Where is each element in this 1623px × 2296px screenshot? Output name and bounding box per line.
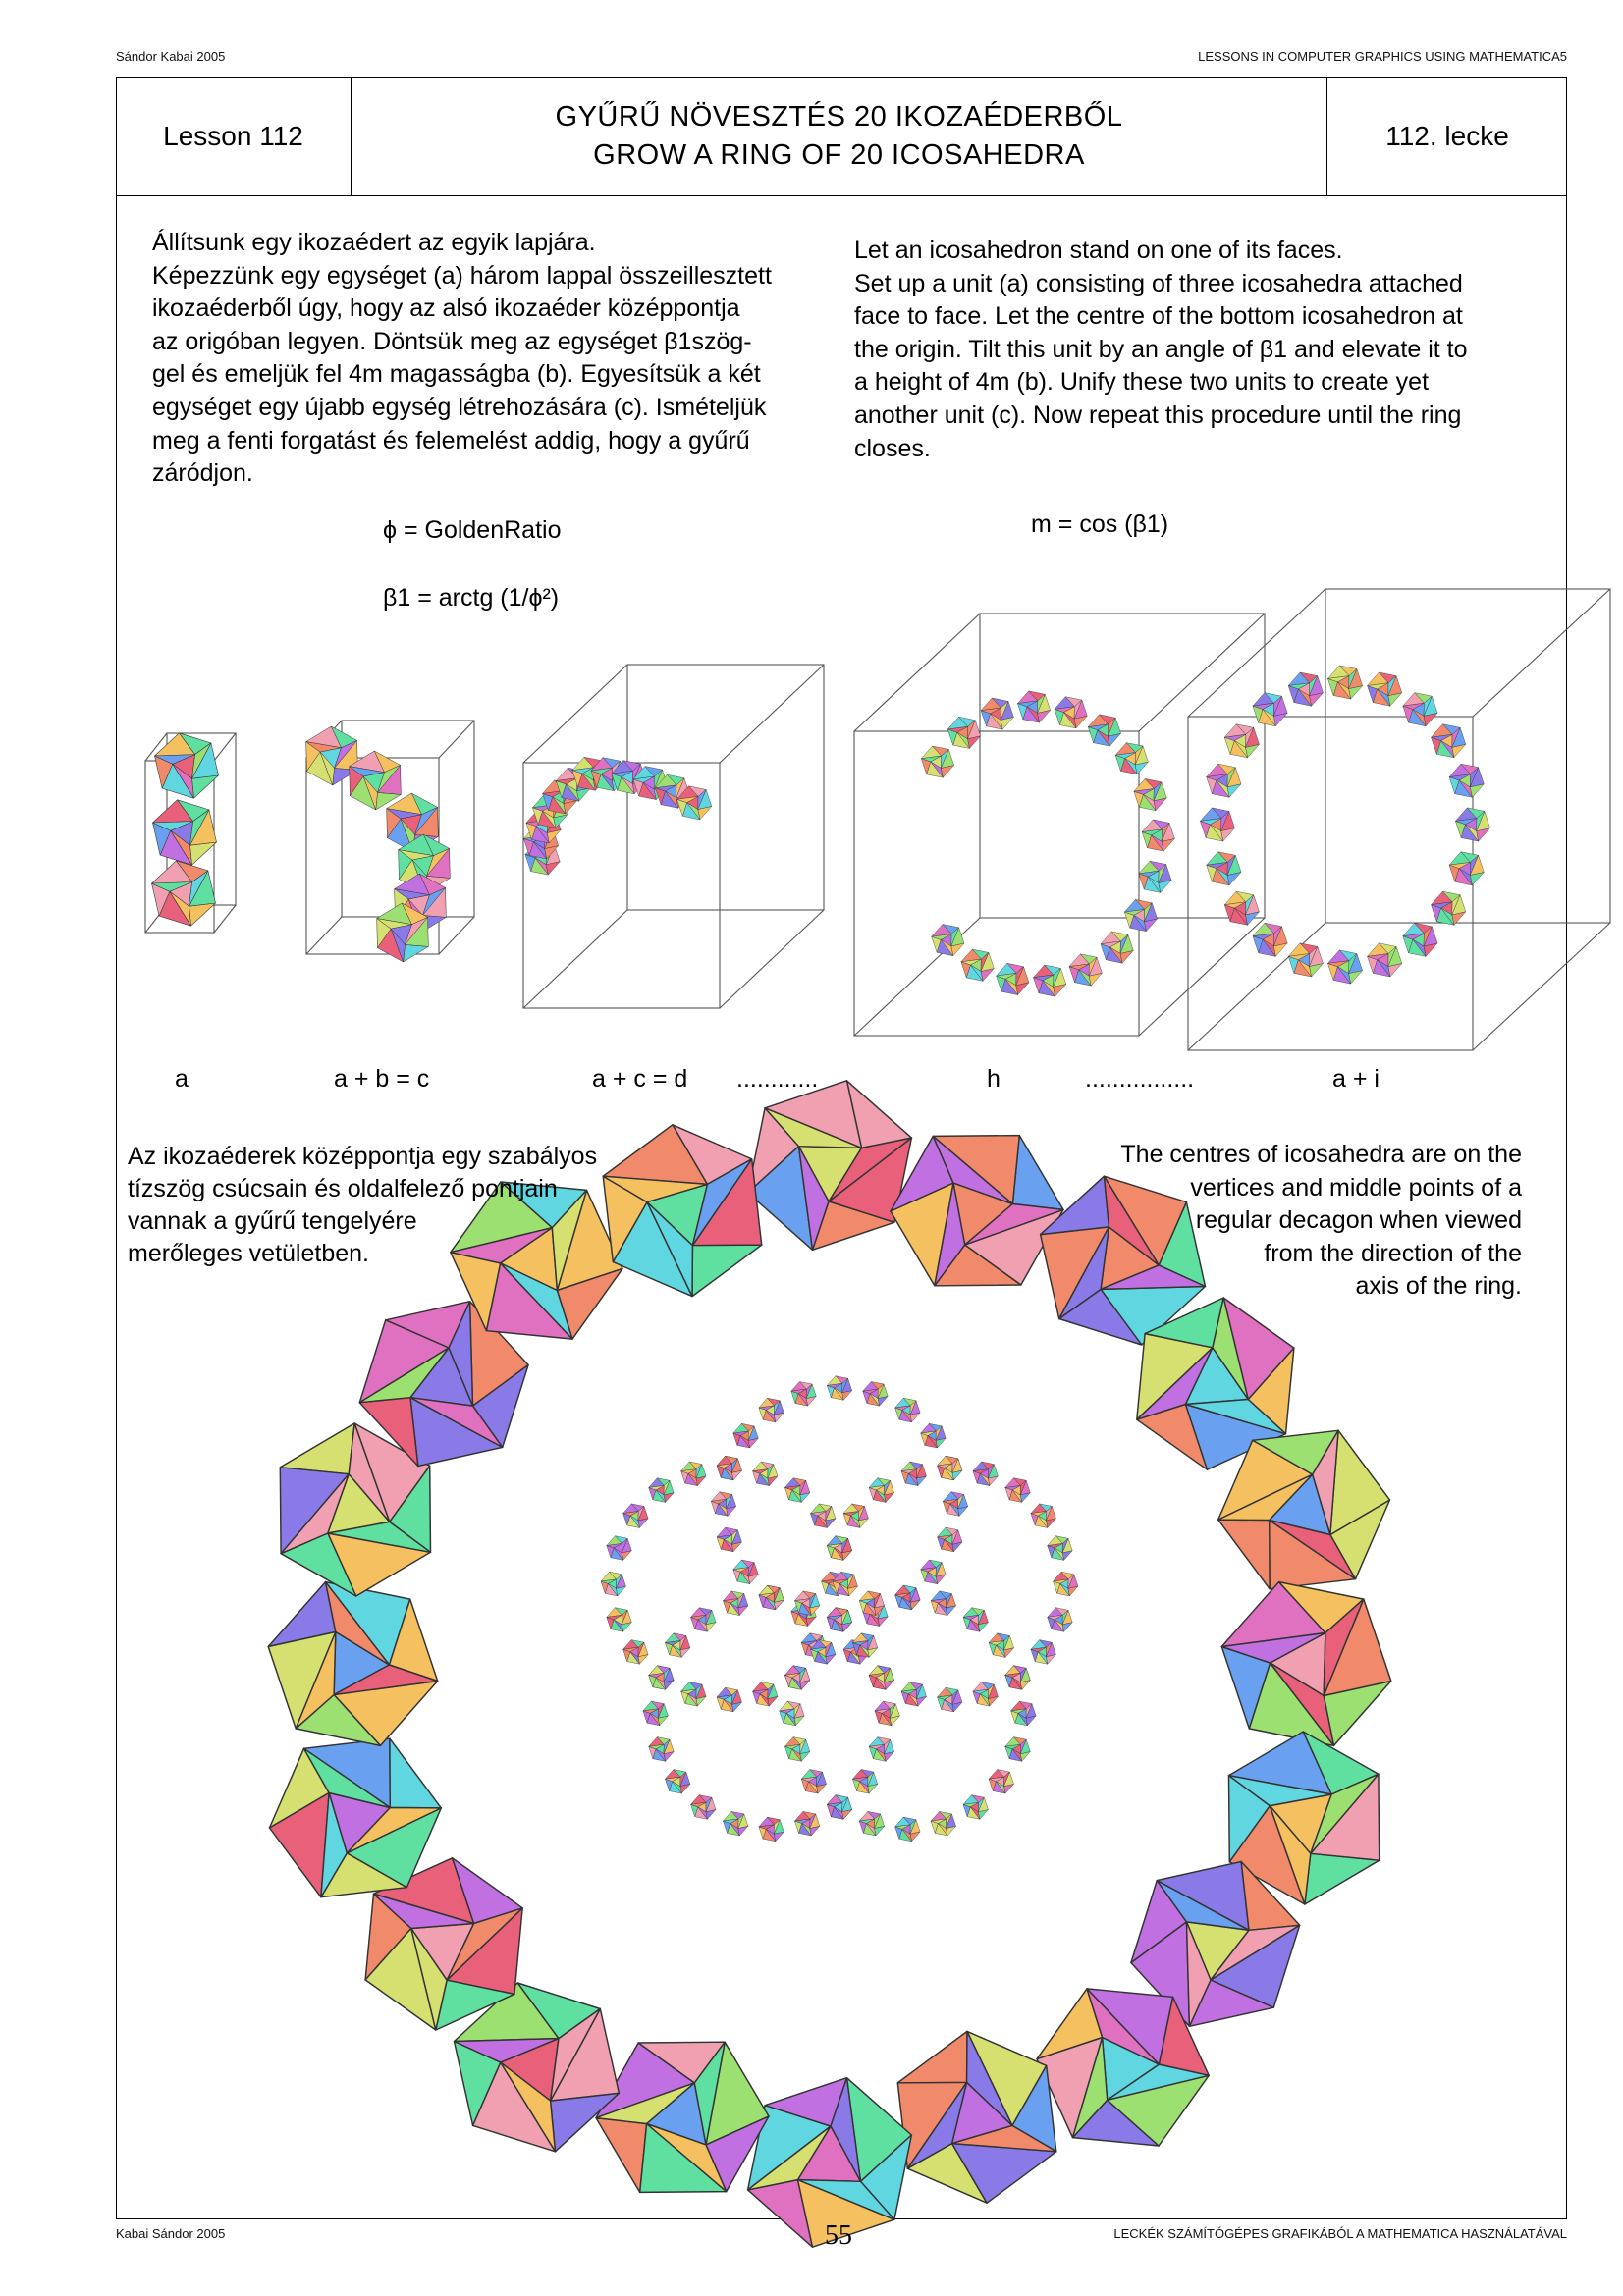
icosahedron-icon xyxy=(921,1560,947,1584)
icosahedron-icon xyxy=(649,1737,675,1762)
title-english: GROW A RING OF 20 ICOSAHEDRA xyxy=(593,139,1085,171)
icosahedron-icon xyxy=(827,1376,851,1401)
icosahedron-icon xyxy=(943,1492,967,1517)
icosahedron-icon xyxy=(784,1666,810,1690)
icosahedron-icon xyxy=(733,1423,759,1448)
label-dots-2: ................ xyxy=(1085,1065,1195,1093)
icosahedron-icon xyxy=(901,1462,927,1486)
icosahedron-icon xyxy=(973,1682,999,1706)
icosahedron-icon xyxy=(1031,1640,1056,1665)
icosahedron-icon xyxy=(733,1560,759,1584)
icosahedron-icon xyxy=(859,1811,884,1836)
icosahedron-icon xyxy=(623,1504,649,1528)
icosahedron-icon xyxy=(843,1504,869,1528)
text-line: Képezzünk egy egységet (a) három lappal összeillesztett xyxy=(152,261,772,290)
text-line: meg a fenti forgatást és felemelést addig, hogy a gyűrű xyxy=(152,426,750,454)
text-line: Let an icosahedron stand on one of its faces. xyxy=(854,237,1343,264)
icosahedron-icon xyxy=(1218,1430,1390,1589)
icosahedron-icon xyxy=(931,1591,956,1616)
icosahedron-icon xyxy=(1048,1536,1073,1561)
icosahedron-icon xyxy=(665,1633,690,1658)
icosahedron-icon xyxy=(753,1462,779,1486)
icosahedron-icon xyxy=(1005,1737,1031,1762)
text-line: merőleges vetületben. xyxy=(128,1240,369,1267)
icosahedron-icon xyxy=(963,1608,989,1632)
lesson-number-hu: 112. lecke xyxy=(1326,77,1567,196)
icosahedron-icon xyxy=(1005,1478,1031,1503)
icosahedron-icon xyxy=(1221,1582,1391,1746)
icosahedron-icon xyxy=(852,1770,877,1794)
icosahedron-icon xyxy=(784,1478,810,1503)
icosahedron-icon xyxy=(938,1527,963,1552)
icosahedron-icon xyxy=(931,1811,956,1836)
icosahedron-icon xyxy=(938,1456,963,1480)
icosahedron-icon xyxy=(723,1811,748,1836)
icosahedron-icon xyxy=(649,1478,675,1503)
lesson-number-en: Lesson 112 xyxy=(116,77,352,196)
text-line: Állítsunk egy ikozaédert az egyik lapjára. xyxy=(152,229,596,256)
icosahedron-icon xyxy=(869,1666,894,1690)
page-number: 55 xyxy=(825,2220,852,2251)
bottom-left-author: Kabai Sándor 2005 xyxy=(116,2226,226,2241)
text-line: az origóban legyen. Döntsük meg az egységet β1szög- xyxy=(152,327,752,355)
icosahedron-icon xyxy=(989,1633,1014,1658)
icosahedron-icon xyxy=(623,1640,649,1665)
icosahedron-icon xyxy=(869,1478,894,1503)
icosahedron-icon xyxy=(607,1536,632,1561)
icosahedron-icon xyxy=(643,1701,669,1726)
text-line: the origin. Tilt this unit by an angle of β1 and elevate it to xyxy=(854,335,1468,363)
icosahedron-icon xyxy=(895,1817,921,1842)
icosahedron-icon xyxy=(759,1817,784,1842)
text-line: vertices and middle points of a xyxy=(1190,1173,1522,1201)
label-a-plus-c: a + c = d xyxy=(592,1065,688,1093)
icosahedron-icon xyxy=(681,1682,707,1706)
icosahedron-icon xyxy=(811,1504,837,1528)
formula-golden-ratio: ϕ = GoldenRatio xyxy=(383,516,562,544)
icosahedron-icon xyxy=(973,1462,999,1486)
icosahedron-icon xyxy=(723,1591,748,1616)
icosahedron-icon xyxy=(827,1795,851,1820)
icosahedron-icon xyxy=(691,1795,717,1820)
icosahedron-icon xyxy=(852,1633,877,1658)
text-line: záródjon. xyxy=(152,459,253,488)
text-line: egységet egy újabb egység létrehozására (c). Ismételjük xyxy=(152,393,767,421)
centres-hungarian xyxy=(128,1141,677,1270)
icosahedron-icon xyxy=(607,1608,632,1632)
icosahedron-icon xyxy=(268,1582,438,1746)
icosahedron-icon xyxy=(794,1591,819,1616)
icosahedron-icon xyxy=(875,1701,900,1726)
label-h: h xyxy=(987,1065,1001,1093)
icosahedron-icon xyxy=(717,1527,742,1552)
text-line: face to face. Let the centre of the bottom icosahedron at xyxy=(854,302,1463,331)
icosahedron-icon xyxy=(665,1770,690,1794)
icosahedron-icon xyxy=(827,1536,851,1561)
icosahedron-icon xyxy=(895,1398,921,1422)
text-line: from the direction of the xyxy=(1264,1239,1522,1267)
icosahedron-icon xyxy=(717,1687,742,1712)
label-a-plus-i: a + i xyxy=(1332,1065,1380,1093)
icosahedron-icon xyxy=(869,1737,894,1762)
icosahedron-icon xyxy=(1054,1572,1079,1596)
icosahedron-icon xyxy=(717,1456,742,1480)
text-line: regular decagon when viewed xyxy=(1195,1206,1522,1234)
icosahedron-icon xyxy=(753,1682,779,1706)
title-hungarian: GYŰRŰ NÖVESZTÉS 20 IKOZAÉDERBŐL xyxy=(555,101,1123,133)
icosahedron-icon xyxy=(711,1492,735,1517)
icosahedron-icon xyxy=(827,1608,851,1632)
formula-beta: β1 = arctg (1/ϕ²) xyxy=(383,584,560,612)
text-line: a height of 4m (b). Unify these two units to create yet xyxy=(854,368,1430,397)
icosahedron-icon xyxy=(901,1682,927,1706)
top-left-author: Sándor Kabai 2005 xyxy=(116,49,226,64)
icosahedron-icon xyxy=(681,1462,707,1486)
label-dots-1: ............ xyxy=(736,1065,819,1093)
icosahedron-icon xyxy=(759,1398,784,1422)
icosahedron-icon xyxy=(748,1081,912,1251)
icosahedron-icon xyxy=(759,1585,784,1610)
icosahedron-icon xyxy=(863,1382,889,1407)
icosahedron-icon xyxy=(649,1666,675,1690)
icosahedron-icon xyxy=(1048,1608,1073,1632)
text-line: vannak a gyűrű tengelyére xyxy=(128,1207,417,1235)
icosahedron-icon xyxy=(989,1770,1014,1794)
icosahedron-icon xyxy=(921,1423,947,1448)
label-a: a xyxy=(175,1065,189,1093)
text-line: Az ikozaéderek középpontja egy szabályos xyxy=(128,1143,598,1170)
text-line: ikozaéderből úgy, hogy az alsó ikozaéder középpontja xyxy=(152,294,740,323)
icosahedron-icon xyxy=(691,1608,717,1632)
label-a-plus-b: a + b = c xyxy=(334,1065,430,1093)
icosahedron-icon xyxy=(601,1572,626,1596)
icosahedron-icon xyxy=(794,1811,819,1836)
centres-english xyxy=(982,1139,1522,1304)
bottom-right-series: LECKÉK SZÁMÍTÓGÉPES GRAFIKÁBÓL A MATHEMATICA HASZNÁLATÁVAL xyxy=(1113,2226,1567,2241)
inner-flower-pattern xyxy=(601,1376,1078,1842)
icosahedron-icon xyxy=(1011,1701,1037,1726)
icosahedron-icon xyxy=(897,2031,1056,2203)
text-line: axis of the ring. xyxy=(1355,1272,1522,1300)
top-right-series: LESSONS IN COMPUTER GRAPHICS USING MATHEMATICA5 xyxy=(1198,49,1567,64)
icosahedron-icon xyxy=(1005,1666,1031,1690)
icosahedron-icon xyxy=(801,1770,826,1794)
icosahedron-icon xyxy=(963,1795,989,1820)
text-line: tízszög csúcsain és oldalfelező pontjain xyxy=(128,1175,558,1202)
text-line: closes. xyxy=(854,434,931,462)
icosahedron-icon xyxy=(784,1737,810,1762)
text-line: another unit (c). Now repeat this procedure until the ring xyxy=(854,400,1462,429)
text-line: gel és emeljük fel 4m magasságba (b). Egyesítsük a két xyxy=(152,360,761,389)
text-line: Set up a unit (a) consisting of three icosahedra attached xyxy=(854,269,1463,297)
icosahedron-icon xyxy=(1031,1504,1056,1528)
formula-m: m = cos (β1) xyxy=(1031,510,1169,538)
icosahedron-icon xyxy=(895,1585,921,1610)
text-line: The centres of icosahedra are on the xyxy=(1120,1141,1522,1168)
icosahedron-icon xyxy=(780,1701,805,1726)
icosahedron-icon xyxy=(270,1738,442,1897)
icosahedron-icon xyxy=(938,1687,963,1712)
icosahedron-icon xyxy=(791,1382,817,1407)
icosahedron-icon xyxy=(596,2042,769,2192)
